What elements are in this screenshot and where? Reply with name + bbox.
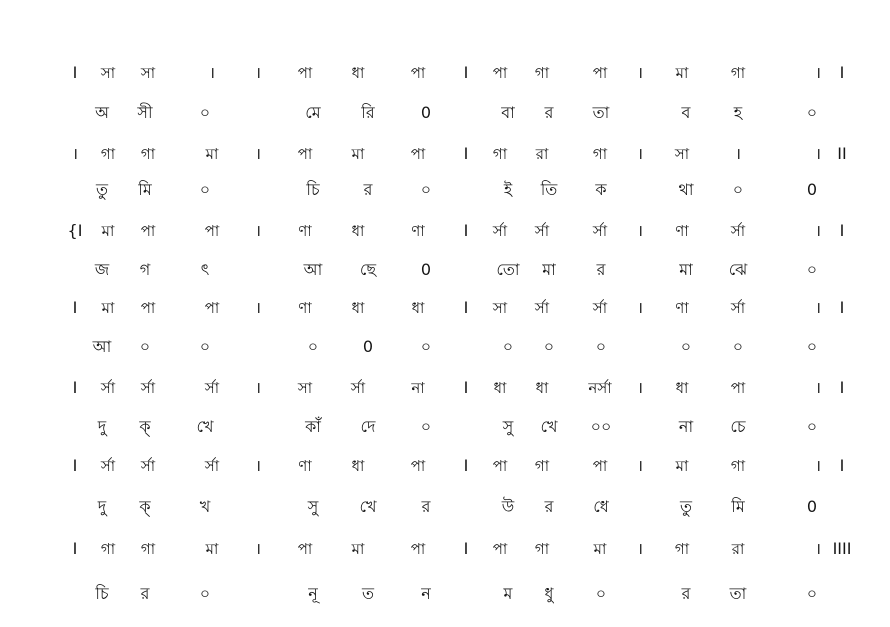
swara-note: ণা — [675, 222, 689, 240]
lyric-syllable: 0 — [806, 497, 818, 516]
lyric-syllable: তু — [95, 180, 109, 199]
swara-note: র্সা — [592, 299, 608, 317]
swara-note: পা — [204, 222, 220, 240]
lyric-syllable: ০ — [543, 337, 555, 356]
swara-note: পা — [730, 379, 746, 397]
bar-line: । — [636, 456, 644, 475]
lyric-syllable: ঝে — [728, 260, 748, 279]
lyric-syllable: ০ — [199, 180, 211, 199]
bar-line: I — [463, 298, 469, 317]
swara-note: পা — [492, 540, 508, 558]
swara-note: পা — [410, 540, 426, 558]
lyric-syllable: খে — [196, 417, 214, 436]
bar-line: I — [72, 456, 78, 475]
lyric-syllable: ক্ — [139, 417, 151, 436]
lyric-syllable: ০ — [732, 337, 744, 356]
lyric-syllable: ত — [361, 584, 375, 603]
lyric-syllable: র — [544, 497, 554, 516]
swara-note: ণা — [675, 299, 689, 317]
swara-note: র্সা — [730, 222, 746, 240]
lyric-line — [0, 255, 890, 285]
bar-line: {I — [67, 221, 83, 240]
bar-line: II — [837, 144, 847, 163]
lyric-syllable: ৎ — [200, 260, 210, 279]
swara-note: গা — [534, 540, 550, 558]
lyric-syllable: 0 — [420, 103, 432, 122]
swara-line — [0, 534, 890, 564]
bar-line: । — [636, 221, 644, 240]
lyric-syllable: হ — [733, 103, 743, 122]
swara-note: রা — [731, 540, 745, 558]
swara-note: পা — [492, 457, 508, 475]
lyric-syllable: নূ — [308, 584, 318, 603]
swara-line — [0, 216, 890, 246]
lyric-syllable: খ — [199, 497, 211, 516]
bar-line: I — [72, 378, 78, 397]
lyric-syllable: ক — [595, 180, 607, 199]
lyric-syllable: ০ — [420, 337, 432, 356]
lyric-syllable: তি — [540, 180, 558, 199]
lyric-syllable: ০ — [806, 337, 818, 356]
lyric-syllable: ক্ — [139, 497, 151, 516]
lyric-syllable: খে — [359, 497, 377, 516]
swara-note: পা — [140, 299, 156, 317]
lyric-syllable: উ — [501, 497, 515, 516]
lyric-syllable: সু — [502, 417, 514, 436]
swara-note: ধা — [351, 299, 365, 317]
bar-line: I — [72, 539, 78, 558]
bar-line: I — [839, 298, 845, 317]
lyric-syllable: ০ — [595, 337, 607, 356]
swara-note: র্সা — [204, 379, 220, 397]
swara-note: ধা — [411, 299, 425, 317]
lyric-syllable: ০ — [307, 337, 319, 356]
swara-note: মা — [101, 299, 115, 317]
bar-line: । — [814, 298, 822, 317]
bar-line: । — [254, 221, 262, 240]
bar-line: I — [463, 539, 469, 558]
lyric-syllable: সু — [307, 497, 319, 516]
lyric-syllable: মি — [138, 180, 152, 199]
bar-line: । — [254, 456, 262, 475]
lyric-syllable: র — [596, 260, 606, 279]
swara-note: র্সা — [534, 299, 550, 317]
lyric-syllable: আ — [303, 260, 323, 279]
lyric-syllable: চি — [95, 584, 109, 603]
lyric-syllable: কাঁ — [305, 417, 321, 436]
swara-note: পা — [492, 64, 508, 82]
lyric-syllable: সী — [137, 103, 153, 122]
bar-line: I — [463, 456, 469, 475]
lyric-syllable: ব — [681, 103, 691, 122]
swara-note: র্সা — [492, 222, 508, 240]
lyric-syllable: মি — [731, 497, 745, 516]
lyric-syllable: মা — [542, 260, 556, 279]
lyric-syllable: ০ — [595, 584, 607, 603]
lyric-syllable: র — [421, 497, 431, 516]
lyric-syllable: চে — [730, 417, 746, 436]
bar-line: । — [814, 144, 822, 163]
swara-line — [0, 373, 890, 403]
swara-note: পা — [410, 64, 426, 82]
swara-line — [0, 293, 890, 323]
swara-note: মা — [675, 64, 689, 82]
lyric-syllable: র — [363, 180, 373, 199]
swara-line — [0, 139, 890, 169]
swara-note: ণা — [298, 299, 312, 317]
lyric-syllable: 0 — [362, 337, 374, 356]
swara-note: গা — [100, 145, 116, 163]
swara-note: র্সা — [100, 379, 116, 397]
lyric-line — [0, 492, 890, 522]
swara-note: গা — [492, 145, 508, 163]
swara-note: গা — [674, 540, 690, 558]
swara-note: পা — [592, 64, 608, 82]
bar-line: । — [814, 539, 822, 558]
lyric-syllable: দু — [97, 417, 107, 436]
swara-note: র্সা — [204, 457, 220, 475]
lyric-syllable: ০ — [420, 417, 432, 436]
lyric-syllable: মে — [305, 103, 321, 122]
lyric-syllable: র — [140, 584, 150, 603]
lyric-syllable: মা — [679, 260, 693, 279]
lyric-syllable: ০ — [199, 584, 211, 603]
bar-line: । — [814, 63, 822, 82]
swara-note: র্সা — [350, 379, 366, 397]
swara-note: গা — [534, 64, 550, 82]
lyric-syllable: র — [544, 103, 554, 122]
lyric-syllable: ০ — [806, 417, 818, 436]
bar-line: I — [72, 298, 78, 317]
lyric-syllable: তু — [679, 497, 693, 516]
swara-note: পা — [297, 540, 313, 558]
bar-line: । — [636, 298, 644, 317]
swara-note: র্সা — [534, 222, 550, 240]
bar-line: । — [254, 378, 262, 397]
lyric-syllable: খে — [540, 417, 558, 436]
swara-note: ধা — [675, 379, 689, 397]
swara-note: পা — [410, 145, 426, 163]
lyric-line — [0, 412, 890, 442]
lyric-syllable: তো — [496, 260, 520, 279]
bar-line: I — [839, 378, 845, 397]
swara-note: গা — [730, 64, 746, 82]
swara-note: র্সা — [140, 379, 156, 397]
lyric-syllable: ০ — [420, 180, 432, 199]
bar-line: । — [814, 456, 822, 475]
bar-line: । — [636, 144, 644, 163]
bar-line: । — [636, 378, 644, 397]
swara-note: সা — [674, 145, 690, 163]
swara-note: গা — [100, 540, 116, 558]
swara-note: মা — [101, 222, 115, 240]
lyric-syllable: 0 — [420, 260, 432, 279]
lyric-line — [0, 175, 890, 205]
bar-line: । — [636, 539, 644, 558]
swara-note: র্সা — [730, 299, 746, 317]
swara-note: সা — [297, 379, 313, 397]
swara-note: র্সা — [592, 222, 608, 240]
bar-line: । — [814, 221, 822, 240]
lyric-syllable: দু — [97, 497, 107, 516]
lyric-syllable: রি — [361, 103, 375, 122]
bar-line: IIII — [832, 539, 852, 558]
swara-note: র্সা — [100, 457, 116, 475]
swara-note: গা — [730, 457, 746, 475]
lyric-line — [0, 332, 890, 362]
swara-note: মা — [205, 145, 219, 163]
lyric-syllable: ০ — [199, 337, 211, 356]
lyric-syllable: না — [678, 417, 694, 436]
lyric-syllable: থা — [678, 180, 694, 199]
swara-note: পা — [140, 222, 156, 240]
lyric-syllable: ০ — [139, 337, 151, 356]
lyric-syllable: ০ — [806, 103, 818, 122]
lyric-syllable: তা — [729, 584, 747, 603]
lyric-line — [0, 579, 890, 609]
swara-note: পা — [297, 64, 313, 82]
swara-note: গা — [140, 540, 156, 558]
swara-line — [0, 451, 890, 481]
bar-line: I — [463, 221, 469, 240]
swara-note: ধা — [535, 379, 549, 397]
lyric-syllable: ০ — [806, 260, 818, 279]
lyric-syllable: ছে — [359, 260, 377, 279]
bar-line: । — [636, 63, 644, 82]
bar-line: । — [254, 144, 262, 163]
lyric-syllable: ন — [421, 584, 431, 603]
lyric-syllable: বা — [501, 103, 515, 122]
lyric-syllable: 0 — [806, 180, 818, 199]
lyric-syllable: ০ — [732, 180, 744, 199]
swara-note: না — [411, 379, 425, 397]
lyric-syllable: ০ — [199, 103, 211, 122]
bar-line: I — [463, 63, 469, 82]
swara-note: পা — [204, 299, 220, 317]
swara-note: পা — [410, 457, 426, 475]
bar-line: । — [734, 144, 742, 163]
swara-note: ধা — [493, 379, 507, 397]
lyric-syllable: আ — [92, 337, 112, 356]
lyric-syllable: ০ — [680, 337, 692, 356]
bar-line: I — [839, 456, 845, 475]
swara-note: মা — [351, 145, 365, 163]
bar-line: । — [814, 378, 822, 397]
swara-note: ধা — [351, 457, 365, 475]
swara-note: মা — [593, 540, 607, 558]
lyric-syllable: জ — [94, 260, 110, 279]
bar-line: I — [839, 221, 845, 240]
swara-note: মা — [351, 540, 365, 558]
swara-note: ণা — [298, 222, 312, 240]
lyric-syllable: ই — [503, 180, 513, 199]
lyric-syllable: ধু — [544, 584, 554, 603]
lyric-syllable: অ — [95, 103, 109, 122]
bar-line: I — [72, 63, 78, 82]
swara-note: পা — [592, 457, 608, 475]
lyric-syllable: ম — [503, 584, 513, 603]
lyric-syllable: চি — [306, 180, 320, 199]
lyric-syllable: ০০ — [590, 417, 612, 436]
bar-line: । — [71, 144, 79, 163]
lyric-syllable: দে — [360, 417, 376, 436]
lyric-syllable: ০ — [806, 584, 818, 603]
bar-line: I — [463, 378, 469, 397]
swara-note: ধা — [351, 64, 365, 82]
lyric-syllable: ০ — [502, 337, 514, 356]
swara-line — [0, 58, 890, 88]
lyric-line — [0, 98, 890, 128]
swara-note: নর্সা — [588, 379, 612, 397]
swara-note: ণা — [298, 457, 312, 475]
swara-note: সা — [492, 299, 508, 317]
bar-line: I — [463, 144, 469, 163]
bar-line: । — [254, 539, 262, 558]
swara-note: গা — [534, 457, 550, 475]
swara-note: মা — [205, 540, 219, 558]
lyric-syllable: র — [681, 584, 691, 603]
lyric-syllable: তা — [592, 103, 610, 122]
swara-note: মা — [675, 457, 689, 475]
swara-note: গা — [592, 145, 608, 163]
bar-line: । — [254, 298, 262, 317]
lyric-syllable: ধে — [593, 497, 609, 516]
swara-note: রা — [535, 145, 549, 163]
swara-note: গা — [140, 145, 156, 163]
swara-note: ণা — [411, 222, 425, 240]
swara-note: সা — [140, 64, 156, 82]
swara-note: পা — [297, 145, 313, 163]
swara-note: সা — [100, 64, 116, 82]
bar-line: I — [839, 63, 845, 82]
swara-note: ধা — [351, 222, 365, 240]
bar-line: । — [254, 63, 262, 82]
bar-line: । — [208, 63, 216, 82]
lyric-syllable: গ — [139, 260, 151, 279]
swara-note: র্সা — [140, 457, 156, 475]
